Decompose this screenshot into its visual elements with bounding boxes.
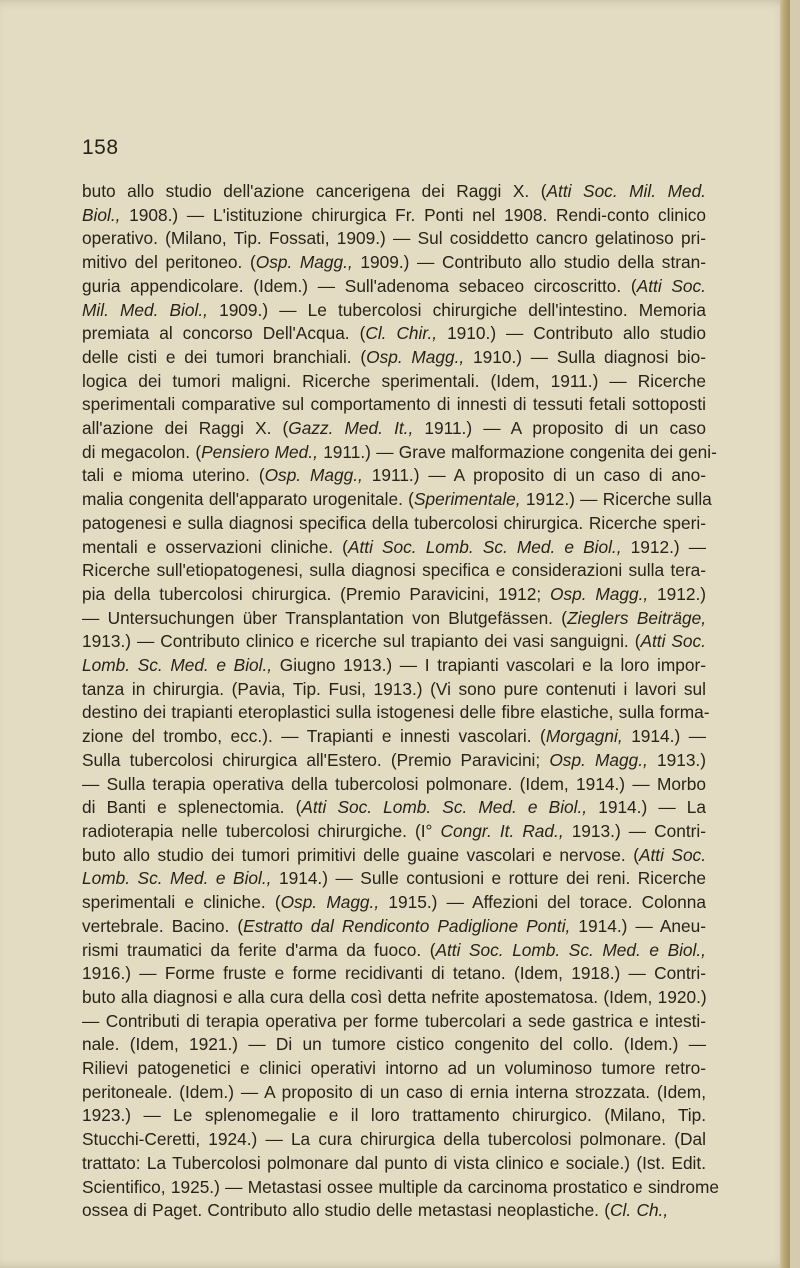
text-segment: 1914.) — Aneu- (570, 915, 706, 936)
text-segment: 1912.) — (621, 536, 707, 557)
text-segment: tanza in chirurgia. (Pavia, Tip. Fusi, 1913.) (Vi sono pure contenuti i lavori sul (82, 678, 706, 699)
citation-source: Sperimentale, (413, 489, 521, 510)
page-edge (780, 0, 790, 1268)
text-segment: pia della tubercolosi chirurgica. (Premio Paravicini, 1912; (82, 583, 551, 604)
text-line (82, 654, 706, 678)
text-segment: 1913.) — Contri- (563, 820, 706, 841)
text-segment: operativo. (Milano, Tip. Fossati, 1909.) — Sul cosiddetto cancro gelatinoso pri- (82, 228, 706, 249)
text-line (82, 962, 706, 986)
text-segment: di megacolon. ( (82, 441, 202, 462)
text-segment: — Contributi di terapia operativa per forme tubercolari a sede gastrica e intesti- (82, 1010, 706, 1031)
text-line (82, 844, 706, 868)
text-line (82, 891, 706, 915)
text-line (82, 867, 706, 891)
text-segment: 1915.) — Affezioni del torace. Colonna (379, 892, 706, 913)
text-line (82, 630, 706, 654)
text-line (82, 1057, 706, 1081)
text-segment: 1914.) — Sulle contusioni e rotture dei reni. Ricerche (271, 868, 706, 889)
text-line (82, 299, 706, 323)
citation-source: Gazz. Med. It., (288, 418, 414, 439)
text-segment: — Untersuchungen über Transplantation von Blutgefässen. ( (82, 607, 568, 628)
text-line (82, 1104, 706, 1128)
text-segment: 1909.) — Contributo allo studio della stran- (352, 252, 706, 273)
text-segment: tali e mioma uterino. ( (82, 465, 265, 486)
text-line (82, 796, 706, 820)
text-line (82, 346, 706, 370)
text-line (82, 725, 706, 749)
citation-source: Osp. Magg., (550, 583, 649, 604)
text-segment: ossea di Paget. Contributo allo studio delle metastasi neoplastiche. ( (82, 1200, 611, 1221)
text-segment: 1911.) — A proposito di un caso (413, 418, 706, 439)
text-line (82, 559, 706, 583)
text-line (82, 986, 706, 1010)
citation-source: Biol., (82, 204, 121, 225)
citation-source: Cl. Ch., (610, 1200, 669, 1221)
text-line (82, 1152, 706, 1176)
text-segment: zione del trombo, ecc.). — Trapianti e innesti vascolari. ( (82, 726, 546, 747)
text-segment: Sulla tubercolosi chirurgica all'Estero. (Premio Paravicini; (82, 749, 550, 770)
text-segment: — Sulla terapia operativa della tubercolosi polmonare. (Idem, 1914.) — Morbo (82, 773, 706, 794)
citation-source: Atti Soc. Lomb. Sc. Med. e Biol., (347, 536, 622, 557)
text-line (82, 204, 706, 228)
text-segment: di Banti e splenectomia. ( (82, 797, 302, 818)
text-line (82, 512, 706, 536)
text-line (82, 701, 710, 725)
text-segment: 1916.) — Forme fruste e forme recidivanti di tetano. (Idem, 1918.) — Contri- (82, 963, 706, 984)
text-segment: logica dei tumori maligni. Ricerche sperimentali. (Idem, 1911.) — Ricerche (82, 370, 706, 391)
text-segment: 1912.) — Ricerche sulla (520, 489, 712, 510)
text-segment: 1913.) — Contributo clinico e ricerche sul trapianto dei vasi sanguigni. ( (82, 631, 641, 652)
text-segment: trattato: La Tubercolosi polmonare dal punto di vista clinico e sociale.) (Ist. Edit. (82, 1152, 706, 1173)
citation-source: Atti Soc. (636, 275, 706, 296)
text-segment: all'azione dei Raggi X. ( (82, 418, 289, 439)
text-line (82, 1176, 720, 1200)
text-segment: peritoneale. (Idem.) — A proposito di un caso di ernia interna strozzata. (Idem, (82, 1081, 706, 1102)
text-line (82, 417, 706, 441)
citation-source: Atti Soc. Lomb. Sc. Med. e Biol., (301, 797, 588, 818)
text-line (82, 749, 706, 773)
text-line (82, 536, 706, 560)
text-segment: 1910.) — Sulla diagnosi bio- (464, 346, 706, 367)
text-segment: rismi traumatici da ferite d'arma da fuoco. ( (82, 939, 436, 960)
citation-source: Lomb. Sc. Med. e Biol., (82, 868, 272, 889)
text-segment: 1910.) — Contributo allo studio (437, 323, 706, 344)
text-segment: buto alla diagnosi e alla cura della così detta nefrite apostematosa. (Idem, 1920.) (82, 986, 707, 1007)
text-segment: 1912.) (648, 583, 707, 604)
bibliography-text (82, 180, 720, 1223)
citation-source: Mil. Med. Biol., (82, 299, 208, 320)
citation-source: Congr. It. Rad., (440, 820, 564, 841)
citation-source: Atti Soc. Lomb. Sc. Med. e Biol., (435, 939, 706, 960)
text-segment: 1911.) — A proposito di un caso di ano- (362, 465, 706, 486)
text-segment: mentali e osservazioni cliniche. ( (82, 536, 348, 557)
text-line (82, 773, 706, 797)
text-segment: delle cisti e dei tumori branchiali. ( (82, 346, 367, 367)
text-segment: 1913.) (647, 749, 706, 770)
text-segment: 1908.) — L'istituzione chirurgica Fr. Ponti nel 1908. Rendi-conto clinico (120, 204, 706, 225)
text-segment: Rilievi patogenetici e clinici operativi intorno ad un voluminoso tumore retro- (82, 1058, 706, 1079)
text-line (82, 1033, 706, 1057)
text-line (82, 370, 706, 394)
citation-source: Pensiero Med., (201, 441, 318, 462)
text-line (82, 583, 706, 607)
citation-source: Osp. Magg., (255, 252, 353, 273)
text-line (82, 1081, 706, 1105)
text-segment: 1909.) — Le tubercolosi chirurgiche dell'intestino. Memoria (207, 299, 706, 320)
text-line (82, 915, 706, 939)
text-line (82, 678, 706, 702)
citation-source: Estratto dal Rendiconto Padiglione Ponti, (243, 915, 571, 936)
text-segment: guria appendicolare. (Idem.) — Sull'adenoma sebaceo circoscritto. ( (82, 275, 637, 296)
text-line (82, 227, 706, 251)
text-line (82, 1199, 706, 1223)
text-segment: sperimentali e cliniche. ( (82, 892, 281, 913)
citation-source: Lomb. Sc. Med. e Biol., (82, 655, 273, 676)
citation-source: Atti Soc. (640, 631, 706, 652)
text-segment: destino dei trapianti eteroplastici sulla istogenesi delle fibre elastiche, sulla forma- (82, 702, 710, 723)
text-line (82, 441, 717, 465)
text-segment: radioterapia nelle tubercolosi chirurgiche. (I° (82, 820, 441, 841)
text-segment: 1914.) — La (587, 797, 706, 818)
citation-source: Zieglers Beiträge, (567, 607, 707, 628)
page-number: 158 (82, 136, 119, 159)
text-segment: premiata al concorso Dell'Acqua. ( (82, 323, 366, 344)
text-line (82, 180, 706, 204)
text-segment: mitivo del peritoneo. ( (82, 252, 256, 273)
text-segment: Ricerche sull'etiopatogenesi, sulla diagnosi specifica e considerazioni sulla tera- (82, 560, 706, 581)
text-segment: buto allo studio dell'azione cancerigena dei Raggi X. ( (82, 181, 547, 201)
text-segment: sperimentali comparative sul comportamento di innesti di tessuti fetali sottoposti (82, 394, 706, 415)
citation-source: Osp. Magg., (280, 892, 380, 913)
text-segment: 1923.) — Le splenomegalie e il loro trattamento chirurgico. (Milano, Tip. (82, 1105, 706, 1126)
text-segment: 1911.) — Grave malformazione congenita dei geni- (317, 441, 717, 462)
text-line (82, 275, 706, 299)
citation-source: Atti Soc. Mil. Med. (546, 181, 706, 201)
text-line (82, 607, 706, 631)
text-segment: vertebrale. Bacino. ( (82, 915, 244, 936)
text-line (82, 322, 706, 346)
text-segment: Stucchi-Ceretti, 1924.) — La cura chirurgica della tubercolosi polmonare. (Dal (82, 1129, 706, 1150)
text-segment: Giugno 1913.) — I trapianti vascolari e la loro impor- (272, 655, 706, 676)
text-line (82, 1010, 706, 1034)
text-line (82, 393, 706, 417)
citation-source: Osp. Magg., (366, 346, 465, 367)
text-line (82, 1128, 706, 1152)
text-line (82, 251, 706, 275)
text-line (82, 939, 706, 963)
text-segment: buto allo studio dei tumori primitivi delle guaine vascolari e nervose. ( (82, 844, 639, 865)
text-line (82, 820, 706, 844)
citation-source: Morgagni, (545, 726, 623, 747)
text-line (82, 488, 712, 512)
citation-source: Cl. Chir., (365, 323, 438, 344)
text-line (82, 464, 706, 488)
text-segment: nale. (Idem, 1921.) — Di un tumore cistico congenito del collo. (Idem.) — (82, 1034, 706, 1055)
citation-source: Atti Soc. (638, 844, 706, 865)
text-segment: 1914.) — (622, 726, 707, 747)
text-segment: Scientifico, 1925.) — Metastasi ossee multiple da carcinoma prostatico e sindrome (82, 1176, 720, 1197)
text-segment: patogenesi e sulla diagnosi specifica della tubercolosi chirurgica. Ricerche speri- (82, 512, 706, 533)
citation-source: Osp. Magg., (549, 749, 648, 770)
citation-source: Osp. Magg., (264, 465, 363, 486)
text-segment: malia congenita dell'apparato urogenitale. ( (82, 489, 414, 510)
